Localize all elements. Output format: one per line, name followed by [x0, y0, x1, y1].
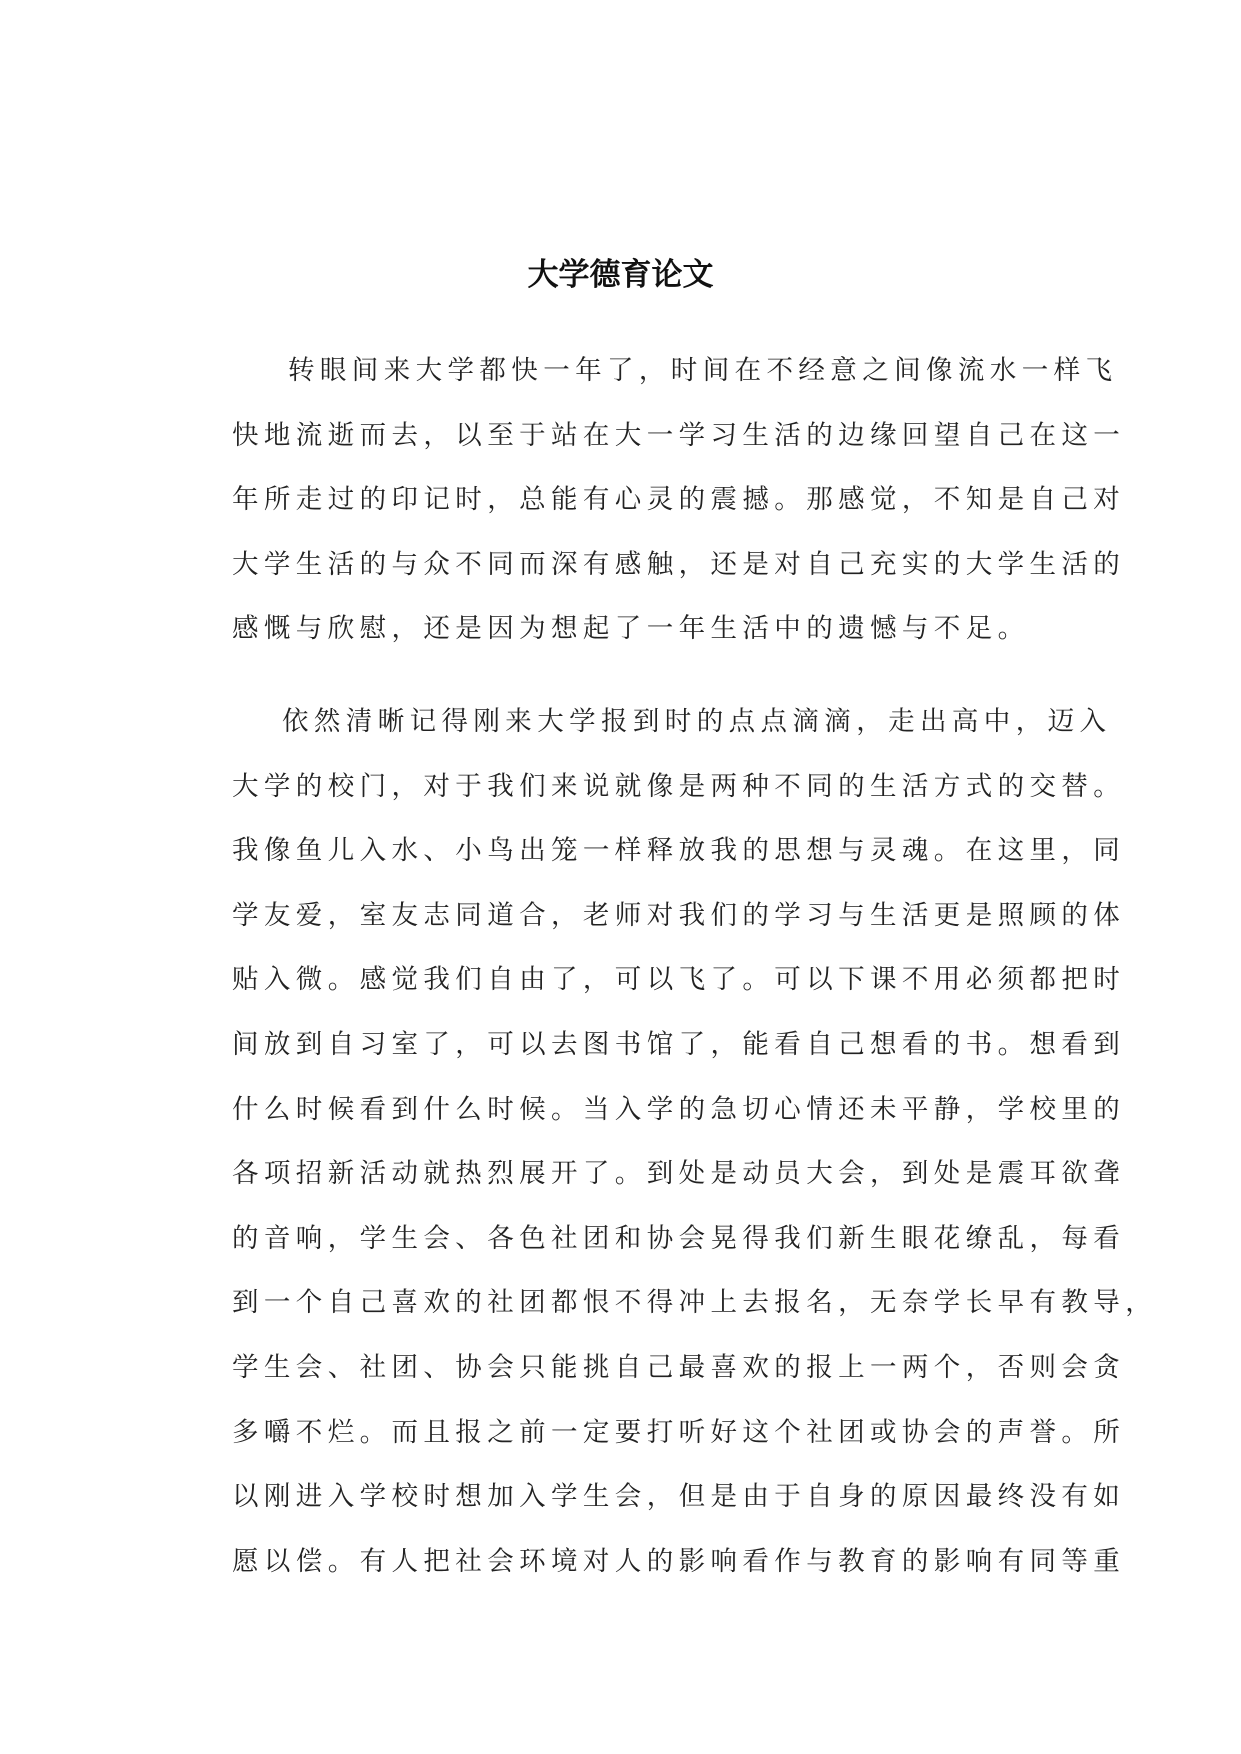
paragraph-line: 什么时候看到什么时候。当入学的急切心情还未平静，学校里的: [232, 1093, 1126, 1125]
paragraph-line: 大学生活的与众不同而深有感触，还是对自己充实的大学生活的: [232, 548, 1126, 580]
paragraph-line: 到一个自己喜欢的社团都恨不得冲上去报名，无奈学长早有教导，: [232, 1287, 1158, 1319]
paragraph-line: 愿以偿。有人把社会环境对人的影响看作与教育的影响有同等重: [232, 1545, 1126, 1577]
paragraph-line: 多嚼不烂。而且报之前一定要打听好这个社团或协会的声誉。所: [232, 1416, 1126, 1448]
paragraph-line: 转眼间来大学都快一年了，时间在不经意之间像流水一样飞: [288, 355, 1118, 386]
paragraph-line: 大学的校门，对于我们来说就像是两种不同的生活方式的交替。: [232, 770, 1126, 802]
paragraph-line: 的音响，学生会、各色社团和协会晃得我们新生眼花缭乱，每看: [232, 1222, 1126, 1254]
paragraph-line: 学生会、社团、协会只能挑自己最喜欢的报上一两个，否则会贪: [232, 1351, 1126, 1383]
paragraph-1: [232, 339, 1126, 662]
paragraph-line: 我像鱼儿入水、小鸟出笼一样释放我的思想与灵魂。在这里，同: [232, 835, 1126, 867]
document-title: 大学德育论文: [527, 257, 714, 293]
paragraph-line: 贴入微。感觉我们自由了，可以飞了。可以下课不用必须都把时: [232, 964, 1126, 996]
paragraph-line: 快地流逝而去，以至于站在大一学习生活的边缘回望自己在这一: [232, 419, 1126, 451]
paragraph-line: 间放到自习室了，可以去图书馆了，能看自己想看的书。想看到: [232, 1028, 1126, 1060]
paragraph-line: 各项招新活动就热烈展开了。到处是动员大会，到处是震耳欲聋: [232, 1158, 1126, 1190]
paragraph-line: 学友爱，室友志同道合，老师对我们的学习与生活更是照顾的体: [232, 899, 1126, 931]
paragraph-2: [232, 690, 1158, 1594]
paragraph-line: 依然清晰记得刚来大学报到时的点点滴滴，走出高中，迈入: [282, 706, 1112, 737]
paragraph-line: 感慨与欣慰，还是因为想起了一年生活中的遗憾与不足。: [232, 613, 1030, 645]
paragraph-line: 年所走过的印记时，总能有心灵的震撼。那感觉，不知是自己对: [232, 484, 1126, 516]
paragraph-line: 以刚进入学校时想加入学生会，但是由于自身的原因最终没有如: [232, 1481, 1126, 1513]
